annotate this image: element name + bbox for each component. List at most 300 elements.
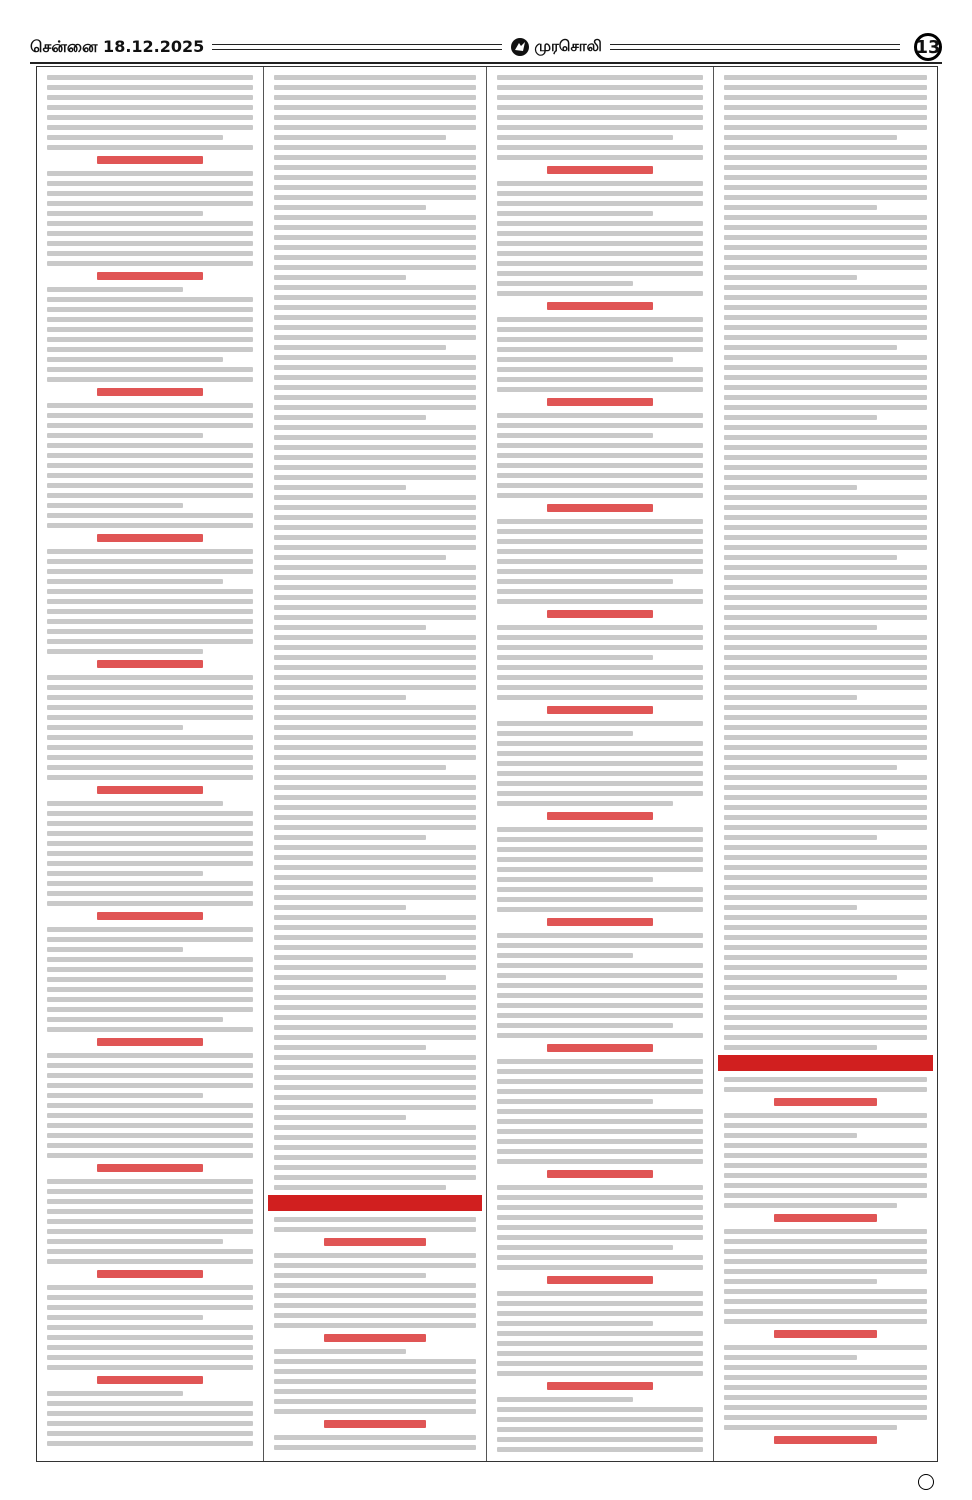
text-line xyxy=(497,1447,703,1452)
text-line xyxy=(724,885,927,890)
text-line xyxy=(274,1165,476,1170)
text-line xyxy=(724,955,927,960)
text-line xyxy=(274,545,476,550)
text-line xyxy=(274,1005,476,1010)
text-line xyxy=(47,1365,253,1370)
text-line xyxy=(47,85,253,90)
text-line xyxy=(274,575,476,580)
text-line xyxy=(47,1249,253,1254)
text-line xyxy=(274,405,476,410)
text-line xyxy=(47,881,253,886)
text-line xyxy=(47,977,253,982)
text-line xyxy=(47,831,253,836)
text-line xyxy=(497,1301,703,1306)
text-line xyxy=(47,523,253,528)
text-line xyxy=(724,1405,927,1410)
text-line xyxy=(274,255,476,260)
newspaper-title: முரசொலி xyxy=(534,37,602,55)
text-line xyxy=(274,75,476,80)
text-line xyxy=(274,1185,446,1190)
text-line xyxy=(274,1095,476,1100)
text-line xyxy=(497,1205,703,1210)
text-line xyxy=(724,735,927,740)
text-line xyxy=(274,1283,476,1288)
text-line xyxy=(497,867,703,872)
text-line xyxy=(47,735,253,740)
text-line xyxy=(274,635,476,640)
text-line xyxy=(274,995,476,1000)
text-line xyxy=(47,755,253,760)
text-line xyxy=(274,835,426,840)
text-line xyxy=(274,395,476,400)
text-line xyxy=(47,221,253,226)
text-line xyxy=(724,355,927,360)
ward-heading xyxy=(547,302,653,310)
text-line xyxy=(497,433,653,438)
text-line xyxy=(497,665,703,670)
text-line xyxy=(274,895,476,900)
text-line xyxy=(497,1427,703,1432)
text-line xyxy=(724,525,927,530)
text-line xyxy=(497,943,703,948)
text-line xyxy=(274,515,476,520)
text-line xyxy=(724,555,897,560)
text-line xyxy=(724,605,927,610)
text-line xyxy=(497,897,703,902)
text-line xyxy=(497,675,703,680)
ward-heading xyxy=(774,1214,877,1222)
text-line xyxy=(724,75,927,80)
text-line xyxy=(497,579,673,584)
text-line xyxy=(47,579,223,584)
text-line xyxy=(724,945,927,950)
text-line xyxy=(47,181,253,186)
text-line xyxy=(724,225,927,230)
text-line xyxy=(724,645,927,650)
text-line xyxy=(47,639,253,644)
text-line xyxy=(724,185,927,190)
text-line xyxy=(274,1125,476,1130)
text-line xyxy=(47,1027,253,1032)
text-line xyxy=(47,1219,253,1224)
text-line xyxy=(47,1153,253,1158)
text-line xyxy=(724,1183,927,1188)
text-line xyxy=(497,847,703,852)
text-line xyxy=(274,265,476,270)
text-line xyxy=(724,155,927,160)
text-line xyxy=(497,1003,703,1008)
text-line xyxy=(47,1391,183,1396)
text-line xyxy=(274,355,476,360)
text-line xyxy=(274,445,476,450)
masthead xyxy=(510,37,602,57)
text-line xyxy=(724,535,927,540)
text-line xyxy=(497,771,703,776)
text-line xyxy=(274,435,476,440)
text-line xyxy=(274,1313,476,1318)
text-line xyxy=(274,585,476,590)
text-line xyxy=(274,95,476,100)
ward-heading xyxy=(547,166,653,174)
text-line xyxy=(274,275,406,280)
text-line xyxy=(47,261,253,266)
ward-heading xyxy=(547,1382,653,1390)
text-line xyxy=(274,685,476,690)
text-line xyxy=(47,1431,253,1436)
text-line xyxy=(274,1217,476,1222)
ward-heading xyxy=(97,388,203,396)
text-line xyxy=(274,775,476,780)
text-line xyxy=(724,965,927,970)
text-line xyxy=(274,675,476,680)
text-line xyxy=(497,191,703,196)
text-line xyxy=(724,505,927,510)
text-line xyxy=(724,835,877,840)
text-line xyxy=(47,241,253,246)
ward-heading xyxy=(547,706,653,714)
section-banner xyxy=(268,1195,482,1211)
text-line xyxy=(497,1235,703,1240)
text-line xyxy=(724,665,927,670)
text-line xyxy=(274,845,476,850)
text-line xyxy=(274,1135,476,1140)
text-line xyxy=(274,1045,426,1050)
text-line xyxy=(497,1185,703,1190)
text-line xyxy=(497,721,703,726)
text-line xyxy=(497,231,703,236)
text-line xyxy=(497,1139,703,1144)
text-line xyxy=(724,795,927,800)
text-line xyxy=(724,675,927,680)
ward-heading xyxy=(97,786,203,794)
text-line xyxy=(274,1105,476,1110)
text-line xyxy=(47,629,253,634)
text-line xyxy=(274,555,446,560)
text-line xyxy=(497,291,703,296)
text-line xyxy=(497,1149,703,1154)
ward-heading xyxy=(97,1270,203,1278)
text-line xyxy=(274,915,476,920)
text-line xyxy=(47,549,253,554)
text-line xyxy=(47,987,253,992)
text-line xyxy=(274,1379,476,1384)
text-line xyxy=(724,1289,927,1294)
text-line xyxy=(724,855,927,860)
text-line xyxy=(274,1155,476,1160)
text-line xyxy=(497,281,633,286)
text-line xyxy=(724,445,927,450)
text-line xyxy=(497,1341,703,1346)
text-line xyxy=(497,1397,633,1402)
text-line xyxy=(274,905,406,910)
text-line xyxy=(274,1409,476,1414)
text-line xyxy=(724,1035,927,1040)
text-line xyxy=(274,715,476,720)
text-line xyxy=(724,685,927,690)
text-line xyxy=(724,315,927,320)
text-line xyxy=(274,815,476,820)
text-line xyxy=(47,695,253,700)
text-line xyxy=(274,615,476,620)
text-line xyxy=(47,891,253,896)
text-line xyxy=(47,453,253,458)
text-line xyxy=(724,655,927,660)
text-line xyxy=(47,95,253,100)
text-line xyxy=(497,1255,703,1260)
text-line xyxy=(47,725,183,730)
column-2 xyxy=(264,67,486,1461)
text-line xyxy=(497,135,673,140)
text-line xyxy=(274,1065,476,1070)
text-line xyxy=(47,125,253,130)
text-line xyxy=(47,191,253,196)
text-line xyxy=(724,375,927,380)
text-line xyxy=(724,295,927,300)
text-line xyxy=(724,565,927,570)
text-line xyxy=(724,985,927,990)
text-line xyxy=(47,1441,253,1446)
text-line xyxy=(724,215,927,220)
text-line xyxy=(47,569,253,574)
text-line xyxy=(497,857,703,862)
text-line xyxy=(724,85,927,90)
text-line xyxy=(724,275,857,280)
text-line xyxy=(274,425,476,430)
text-line xyxy=(724,585,927,590)
text-line xyxy=(497,1059,703,1064)
ward-heading xyxy=(547,610,653,618)
text-line xyxy=(274,185,476,190)
text-line xyxy=(47,619,253,624)
text-line xyxy=(724,815,927,820)
masthead-logo-icon xyxy=(510,37,530,57)
text-line xyxy=(274,1145,476,1150)
text-line xyxy=(274,535,476,540)
text-line xyxy=(47,1325,253,1330)
text-line xyxy=(497,569,703,574)
text-line xyxy=(47,287,183,292)
page-number-badge: 13 xyxy=(914,33,942,61)
text-line xyxy=(47,801,223,806)
text-line xyxy=(724,1143,927,1148)
text-line xyxy=(497,1089,703,1094)
text-line xyxy=(274,765,446,770)
text-line xyxy=(724,425,927,430)
text-line xyxy=(724,345,897,350)
ward-heading xyxy=(324,1238,426,1246)
text-line xyxy=(724,1005,927,1010)
text-line xyxy=(497,539,703,544)
text-line xyxy=(497,519,703,524)
text-line xyxy=(497,1069,703,1074)
text-line xyxy=(724,805,927,810)
text-line xyxy=(497,973,703,978)
text-line xyxy=(724,695,857,700)
text-line xyxy=(274,935,476,940)
text-line xyxy=(497,887,703,892)
text-line xyxy=(274,105,476,110)
text-line xyxy=(274,1323,476,1328)
text-line xyxy=(497,625,703,630)
text-line xyxy=(724,725,927,730)
text-line xyxy=(497,317,703,322)
text-line xyxy=(47,211,203,216)
text-line xyxy=(724,1203,897,1208)
text-line xyxy=(274,1293,476,1298)
text-line xyxy=(274,375,476,380)
text-line xyxy=(497,443,703,448)
text-line xyxy=(497,105,703,110)
column-3 xyxy=(487,67,713,1461)
text-line xyxy=(274,165,476,170)
text-line xyxy=(274,525,476,530)
text-line xyxy=(47,503,183,508)
ward-heading xyxy=(97,660,203,668)
text-line xyxy=(497,761,703,766)
text-line xyxy=(274,1015,476,1020)
text-line xyxy=(724,1415,927,1420)
text-line xyxy=(47,201,253,206)
text-line xyxy=(724,125,927,130)
page-header xyxy=(30,34,942,60)
text-line xyxy=(497,95,703,100)
text-line xyxy=(47,675,253,680)
text-line xyxy=(497,1195,703,1200)
text-line xyxy=(724,1279,877,1284)
text-line xyxy=(47,901,253,906)
text-line xyxy=(274,245,476,250)
text-line xyxy=(724,825,927,830)
text-line xyxy=(274,465,476,470)
text-line xyxy=(724,1259,927,1264)
text-line xyxy=(724,1299,927,1304)
text-line xyxy=(47,1143,253,1148)
text-line xyxy=(47,1007,253,1012)
ward-heading xyxy=(547,1044,653,1052)
text-line xyxy=(274,655,476,660)
text-line xyxy=(274,865,476,870)
text-line xyxy=(724,415,877,420)
text-line xyxy=(47,927,253,932)
text-line xyxy=(724,1345,927,1350)
text-line xyxy=(47,145,253,150)
text-line xyxy=(497,993,703,998)
text-line xyxy=(274,225,476,230)
text-line xyxy=(47,307,253,312)
text-line xyxy=(47,1295,253,1300)
text-line xyxy=(724,365,927,370)
text-line xyxy=(274,385,476,390)
text-line xyxy=(497,211,653,216)
text-line xyxy=(274,235,476,240)
ward-heading xyxy=(547,504,653,512)
text-line xyxy=(497,837,703,842)
text-line xyxy=(274,1445,476,1450)
ward-heading xyxy=(97,1376,203,1384)
column-1 xyxy=(37,67,263,1461)
text-line xyxy=(274,335,476,340)
footer-page-mark-icon xyxy=(918,1474,934,1490)
text-line xyxy=(47,861,253,866)
text-line xyxy=(724,105,927,110)
text-line xyxy=(47,1103,253,1108)
text-line xyxy=(274,725,476,730)
text-line xyxy=(274,595,476,600)
text-line xyxy=(274,625,426,630)
text-line xyxy=(724,285,927,290)
text-line xyxy=(47,745,253,750)
text-line xyxy=(497,645,703,650)
text-line xyxy=(47,1133,253,1138)
text-line xyxy=(497,1109,703,1114)
ward-heading xyxy=(547,398,653,406)
text-line xyxy=(724,245,927,250)
text-line xyxy=(497,387,703,392)
text-line xyxy=(497,907,703,912)
text-line xyxy=(274,565,476,570)
text-line xyxy=(47,115,253,120)
text-line xyxy=(724,905,857,910)
text-line xyxy=(724,1045,877,1050)
text-line xyxy=(724,1123,927,1128)
text-line xyxy=(724,1133,857,1138)
text-line xyxy=(724,165,927,170)
text-line xyxy=(497,781,703,786)
text-line xyxy=(497,75,703,80)
text-line xyxy=(497,1437,703,1442)
text-line xyxy=(47,1053,253,1058)
text-line xyxy=(724,785,927,790)
text-line xyxy=(47,327,253,332)
text-line xyxy=(47,649,203,654)
text-line xyxy=(47,957,253,962)
ward-heading xyxy=(97,272,203,280)
text-line xyxy=(497,529,703,534)
text-line xyxy=(724,775,927,780)
text-line xyxy=(274,1359,476,1364)
text-line xyxy=(724,235,927,240)
text-line xyxy=(497,463,703,468)
text-line xyxy=(497,493,703,498)
text-line xyxy=(47,1083,253,1088)
text-line xyxy=(47,413,253,418)
text-line xyxy=(497,801,673,806)
text-line xyxy=(47,1421,253,1426)
text-line xyxy=(274,195,476,200)
text-line xyxy=(47,705,253,710)
text-line xyxy=(274,495,476,500)
text-line xyxy=(497,953,633,958)
text-line xyxy=(47,947,183,952)
text-line xyxy=(497,731,633,736)
text-line xyxy=(47,317,253,322)
text-line xyxy=(47,609,253,614)
text-line xyxy=(497,685,703,690)
text-line xyxy=(274,135,446,140)
text-line xyxy=(274,825,476,830)
text-line xyxy=(274,965,476,970)
text-line xyxy=(724,1163,927,1168)
text-line xyxy=(497,201,703,206)
text-line xyxy=(274,745,476,750)
text-line xyxy=(274,365,476,370)
text-line xyxy=(274,1303,476,1308)
text-line xyxy=(497,1371,703,1376)
text-line xyxy=(47,1259,253,1264)
text-line xyxy=(47,685,253,690)
text-line xyxy=(497,741,703,746)
text-line xyxy=(497,1361,703,1366)
